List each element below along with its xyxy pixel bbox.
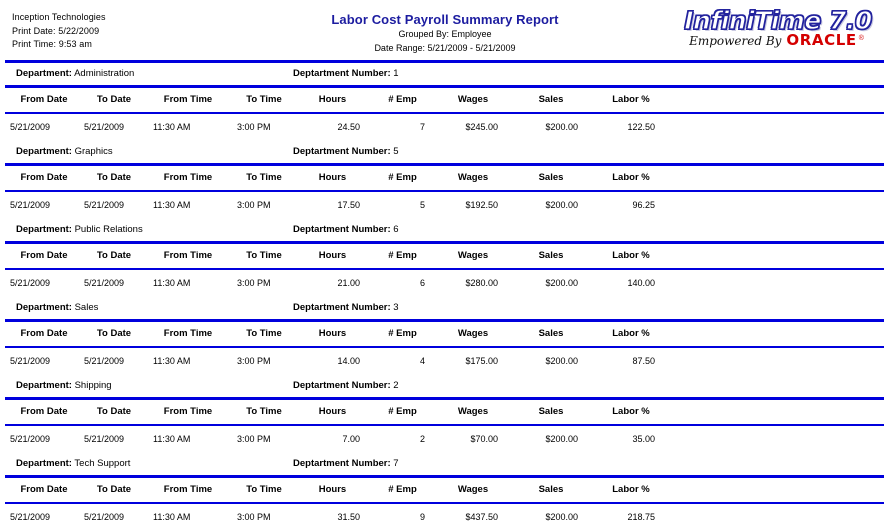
cell-labor: 96.25 — [632, 200, 655, 210]
column-header-todate: To Date — [96, 328, 132, 339]
department-label: Department: — [16, 458, 72, 469]
column-header-sales: Sales — [538, 406, 564, 417]
column-header-wages: Wages — [457, 484, 489, 495]
cell-hours: 14.00 — [337, 356, 360, 366]
department-number-value: 7 — [393, 458, 399, 469]
department-value: Shipping — [74, 380, 112, 391]
department-number-value: 2 — [393, 380, 399, 391]
report-body — [0, 63, 890, 531]
column-header-totime: To Time — [246, 406, 282, 417]
grouped-by-text: Grouped By: Employee — [398, 29, 492, 39]
date-range-text: Date Range: 5/21/2009 - 5/21/2009 — [374, 43, 516, 53]
cell-fromdate: 5/21/2009 — [10, 512, 51, 522]
cell-sales: $200.00 — [545, 278, 578, 288]
department-number-label: Deptartment Number: — [293, 68, 391, 79]
department-number-label: Deptartment Number: — [293, 146, 391, 157]
column-header-sales: Sales — [538, 250, 564, 261]
department-number-value: 6 — [393, 224, 399, 235]
department-number — [293, 302, 399, 313]
cell-todate: 5/21/2009 — [84, 200, 125, 210]
department-number-value: 1 — [393, 68, 399, 79]
column-header-sales: Sales — [538, 484, 564, 495]
column-header-totime: To Time — [246, 484, 282, 495]
column-header-todate: To Date — [96, 250, 132, 261]
department-number-value: 5 — [393, 146, 399, 157]
cell-totime: 3:00 PM — [237, 356, 271, 366]
column-header-wages: Wages — [457, 172, 489, 183]
print-time-value: 9:53 am — [58, 39, 92, 49]
table-column-header-row — [0, 88, 890, 112]
column-header-labor: Labor % — [612, 484, 650, 495]
department-number — [293, 68, 399, 79]
department-number-label: Deptartment Number: — [293, 458, 391, 469]
cell-fromtime: 11:30 AM — [153, 434, 191, 444]
cell-wages: $245.00 — [465, 122, 498, 132]
column-header-emp: # Emp — [388, 172, 417, 183]
cell-totime: 3:00 PM — [237, 512, 271, 522]
department-label: Department: — [16, 146, 72, 157]
department-label: Department: — [16, 68, 72, 79]
cell-todate: 5/21/2009 — [84, 278, 125, 288]
table-column-header-row — [0, 166, 890, 190]
department-number — [293, 224, 399, 235]
cell-wages: $437.50 — [465, 512, 498, 522]
department-number — [293, 146, 399, 157]
cell-emp: 4 — [419, 356, 425, 366]
cell-totime: 3:00 PM — [237, 122, 271, 132]
cell-totime: 3:00 PM — [237, 278, 271, 288]
department-label: Department: — [16, 302, 72, 313]
cell-wages: $175.00 — [465, 356, 498, 366]
column-header-fromtime: From Time — [163, 172, 213, 183]
column-header-hours: Hours — [318, 94, 347, 105]
department-value: Tech Support — [74, 458, 131, 469]
department-label: Department: — [16, 380, 72, 391]
cell-fromtime: 11:30 AM — [153, 200, 191, 210]
column-header-totime: To Time — [246, 94, 282, 105]
page-title: Labor Cost Payroll Summary Report — [331, 12, 559, 27]
department-group-header — [0, 375, 890, 397]
cell-fromdate: 5/21/2009 — [10, 200, 51, 210]
department-number-label: Deptartment Number: — [293, 380, 391, 391]
department-group-header — [0, 453, 890, 475]
cell-hours: 31.50 — [337, 512, 360, 522]
logo-product-name: InfiniTime 7.0 — [684, 6, 872, 35]
department-name — [16, 224, 143, 235]
column-header-emp: # Emp — [388, 406, 417, 417]
column-header-fromdate: From Date — [20, 328, 68, 339]
table-column-header-row — [0, 478, 890, 502]
cell-wages: $70.00 — [470, 434, 498, 444]
cell-hours: 7.00 — [342, 434, 360, 444]
cell-sales: $200.00 — [545, 434, 578, 444]
department-value: Sales — [74, 302, 99, 313]
column-header-fromdate: From Date — [20, 484, 68, 495]
department-number-value: 3 — [393, 302, 399, 313]
column-header-totime: To Time — [246, 172, 282, 183]
print-time-label: Print Time: — [12, 39, 57, 49]
cell-emp: 9 — [419, 512, 425, 522]
cell-totime: 3:00 PM — [237, 200, 271, 210]
column-header-todate: To Date — [96, 94, 132, 105]
column-header-wages: Wages — [457, 250, 489, 261]
column-header-fromtime: From Time — [163, 328, 213, 339]
cell-emp: 2 — [419, 434, 425, 444]
cell-fromtime: 11:30 AM — [153, 278, 191, 288]
column-header-fromtime: From Time — [163, 250, 213, 261]
column-header-hours: Hours — [318, 172, 347, 183]
table-column-header-row — [0, 322, 890, 346]
department-number-label: Deptartment Number: — [293, 224, 391, 235]
cell-todate: 5/21/2009 — [84, 434, 125, 444]
cell-emp: 6 — [419, 278, 425, 288]
cell-hours: 24.50 — [337, 122, 360, 132]
department-name — [16, 380, 112, 391]
cell-emp: 5 — [419, 200, 425, 210]
column-header-fromdate: From Date — [20, 250, 68, 261]
table-row — [0, 348, 890, 375]
cell-wages: $280.00 — [465, 278, 498, 288]
column-header-emp: # Emp — [388, 328, 417, 339]
column-header-labor: Labor % — [612, 406, 650, 417]
column-header-sales: Sales — [538, 172, 564, 183]
column-header-emp: # Emp — [388, 94, 417, 105]
cell-fromdate: 5/21/2009 — [10, 434, 51, 444]
cell-hours: 21.00 — [337, 278, 360, 288]
cell-emp: 7 — [419, 122, 425, 132]
cell-sales: $200.00 — [545, 512, 578, 522]
column-header-totime: To Time — [246, 250, 282, 261]
cell-todate: 5/21/2009 — [84, 356, 125, 366]
cell-labor: 87.50 — [632, 356, 655, 366]
cell-todate: 5/21/2009 — [84, 122, 125, 132]
cell-labor: 140.00 — [627, 278, 655, 288]
print-date-value: 5/22/2009 — [58, 25, 100, 36]
table-row — [0, 192, 890, 219]
department-label: Department: — [16, 224, 72, 235]
column-header-fromtime: From Time — [163, 484, 213, 495]
column-header-hours: Hours — [318, 250, 347, 261]
column-header-labor: Labor % — [612, 328, 650, 339]
column-header-wages: Wages — [457, 94, 489, 105]
column-header-emp: # Emp — [388, 484, 417, 495]
cell-labor: 35.00 — [632, 434, 655, 444]
department-value: Public Relations — [74, 224, 143, 235]
table-row — [0, 270, 890, 297]
table-column-header-row — [0, 400, 890, 424]
department-group-header — [0, 219, 890, 241]
column-header-fromtime: From Time — [163, 94, 213, 105]
cell-fromtime: 11:30 AM — [153, 122, 191, 132]
column-header-labor: Labor % — [612, 172, 650, 183]
cell-labor: 218.75 — [627, 512, 655, 522]
table-row — [0, 426, 890, 453]
department-number — [293, 458, 399, 469]
table-column-header-row — [0, 244, 890, 268]
department-value: Graphics — [74, 146, 113, 157]
table-row — [0, 504, 890, 531]
department-name — [16, 302, 98, 313]
column-header-fromdate: From Date — [20, 406, 68, 417]
column-header-sales: Sales — [538, 94, 564, 105]
registered-trademark-icon: ® — [858, 35, 864, 42]
cell-wages: $192.50 — [465, 200, 498, 210]
department-name — [16, 68, 134, 79]
table-row — [0, 114, 890, 141]
report-page-header — [0, 0, 890, 60]
column-header-sales: Sales — [538, 328, 564, 339]
column-header-todate: To Date — [96, 406, 132, 417]
department-group-header — [0, 141, 890, 163]
department-value: Administration — [74, 68, 135, 79]
cell-sales: $200.00 — [545, 356, 578, 366]
column-header-labor: Labor % — [612, 250, 650, 261]
cell-labor: 122.50 — [627, 122, 655, 132]
cell-fromdate: 5/21/2009 — [10, 122, 51, 132]
cell-totime: 3:00 PM — [237, 434, 271, 444]
column-header-fromtime: From Time — [163, 406, 213, 417]
cell-fromdate: 5/21/2009 — [10, 356, 51, 366]
column-header-todate: To Date — [96, 484, 132, 495]
column-header-hours: Hours — [318, 328, 347, 339]
logo-tagline — [678, 33, 878, 51]
department-group-header — [0, 63, 890, 85]
column-header-fromdate: From Date — [20, 94, 68, 105]
department-number-label: Deptartment Number: — [293, 302, 391, 313]
cell-sales: $200.00 — [545, 122, 578, 132]
column-header-wages: Wages — [457, 406, 489, 417]
company-name: Inception Technologies — [12, 12, 106, 22]
oracle-wordmark: ORACLE — [786, 31, 857, 49]
column-header-hours: Hours — [318, 484, 347, 495]
column-header-emp: # Emp — [388, 250, 417, 261]
department-number — [293, 380, 399, 391]
column-header-labor: Labor % — [612, 94, 650, 105]
department-name — [16, 146, 113, 157]
column-header-todate: To Date — [96, 172, 132, 183]
cell-fromdate: 5/21/2009 — [10, 278, 51, 288]
infinitime-logo — [678, 8, 878, 54]
column-header-hours: Hours — [318, 406, 347, 417]
cell-fromtime: 11:30 AM — [153, 356, 191, 366]
print-date-label: Print Date: — [12, 25, 56, 36]
cell-todate: 5/21/2009 — [84, 512, 125, 522]
department-group-header — [0, 297, 890, 319]
logo-empowered-by-text: Empowered By — [689, 34, 782, 48]
column-header-fromdate: From Date — [20, 172, 68, 183]
column-header-wages: Wages — [457, 328, 489, 339]
cell-hours: 17.50 — [337, 200, 360, 210]
cell-fromtime: 11:30 AM — [153, 512, 191, 522]
cell-sales: $200.00 — [545, 200, 578, 210]
department-name — [16, 458, 130, 469]
column-header-totime: To Time — [246, 328, 282, 339]
